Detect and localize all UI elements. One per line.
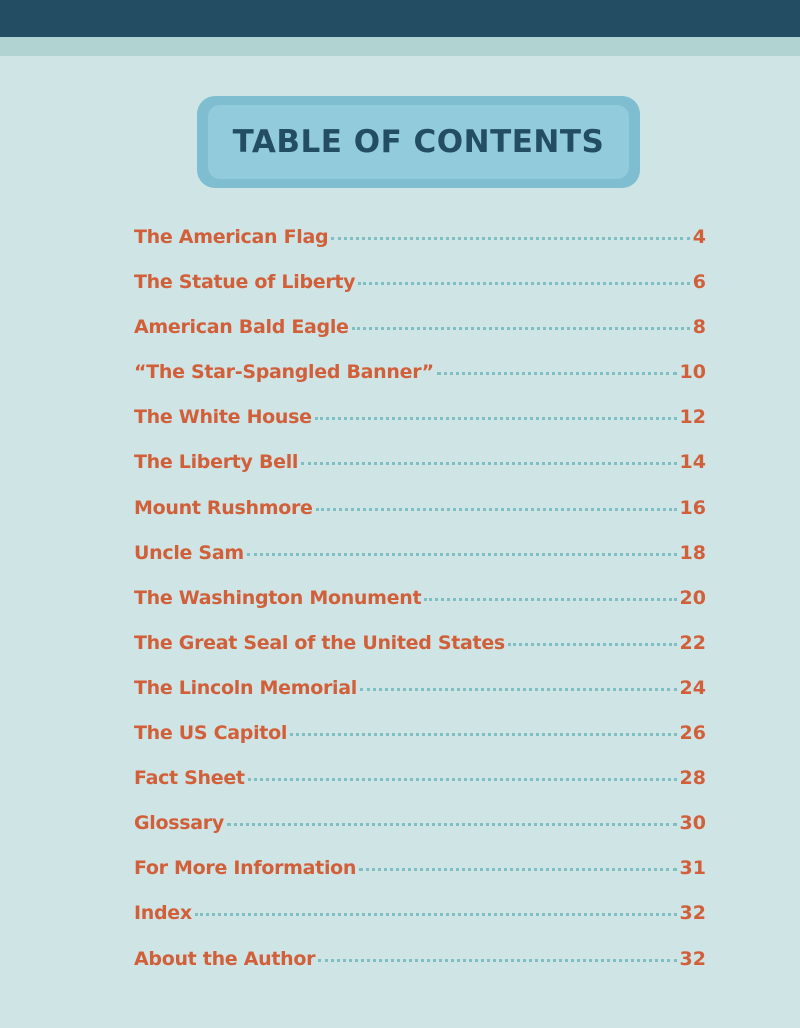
page-title: TABLE OF CONTENTS bbox=[232, 124, 605, 160]
toc-entry-label: The Great Seal of the United States bbox=[134, 631, 505, 654]
toc-entry-page: 30 bbox=[679, 812, 706, 835]
toc-entry-page: 14 bbox=[679, 451, 706, 474]
toc-entry-label: American Bald Eagle bbox=[134, 316, 349, 339]
toc-entry[interactable] bbox=[134, 357, 706, 402]
toc-entry-page: 10 bbox=[679, 361, 706, 384]
toc-entry-label: The White House bbox=[134, 406, 312, 429]
toc-entry-page: 20 bbox=[679, 586, 706, 609]
toc-entry[interactable] bbox=[134, 538, 706, 583]
toc-entry-page: 28 bbox=[679, 767, 706, 790]
toc-entry-page: 32 bbox=[679, 902, 706, 925]
leader-dots bbox=[248, 778, 677, 781]
toc-entry-label: Glossary bbox=[134, 812, 224, 835]
toc-entry[interactable] bbox=[134, 718, 706, 763]
toc-entry-page: 26 bbox=[679, 722, 706, 745]
leader-dots bbox=[437, 372, 677, 375]
leader-dots bbox=[301, 462, 676, 465]
leader-dots bbox=[247, 553, 677, 556]
leader-dots bbox=[195, 913, 677, 916]
toc-entry[interactable] bbox=[134, 763, 706, 808]
toc-entry[interactable] bbox=[134, 312, 706, 357]
toc-entry[interactable] bbox=[134, 267, 706, 312]
toc-entry[interactable] bbox=[134, 493, 706, 538]
leader-dots bbox=[359, 868, 676, 871]
toc-entry[interactable] bbox=[134, 673, 706, 718]
leader-dots bbox=[315, 417, 677, 420]
toc-entry-page: 31 bbox=[679, 857, 706, 880]
toc-entry-page: 22 bbox=[679, 631, 706, 654]
leader-dots bbox=[352, 327, 690, 330]
leader-dots bbox=[360, 688, 677, 691]
toc-entry-label: Index bbox=[134, 902, 192, 925]
toc-entry-label: “The Star-Spangled Banner” bbox=[134, 361, 434, 384]
toc-entry-label: The Lincoln Memorial bbox=[134, 676, 357, 699]
toc-entry-label: For More Information bbox=[134, 857, 357, 880]
toc-entry-page: 32 bbox=[679, 947, 706, 970]
toc-entry[interactable] bbox=[134, 583, 706, 628]
leader-dots bbox=[331, 237, 689, 240]
toc-entry-page: 18 bbox=[679, 541, 706, 564]
toc-entry-page: 12 bbox=[679, 406, 706, 429]
toc-entry-label: About the Author bbox=[134, 947, 316, 970]
toc-entry-label: The Statue of Liberty bbox=[134, 271, 356, 294]
toc-entry-page: 4 bbox=[692, 226, 706, 248]
toc-entry-page: 16 bbox=[679, 496, 706, 519]
toc-entry[interactable] bbox=[134, 853, 706, 898]
toc-entry-label: Fact Sheet bbox=[134, 767, 245, 790]
table-of-contents bbox=[134, 222, 706, 989]
toc-entry-label: The American Flag bbox=[134, 226, 329, 248]
title-banner bbox=[197, 96, 640, 188]
toc-entry-page: 6 bbox=[692, 271, 706, 294]
header-stripe bbox=[0, 37, 800, 56]
header-bar bbox=[0, 0, 800, 37]
toc-entry[interactable] bbox=[134, 402, 706, 447]
title-banner-inner bbox=[208, 105, 629, 179]
toc-entry[interactable] bbox=[134, 222, 706, 267]
toc-entry[interactable] bbox=[134, 898, 706, 943]
toc-entry-label: The US Capitol bbox=[134, 722, 288, 745]
leader-dots bbox=[316, 508, 677, 511]
toc-entry-page: 8 bbox=[692, 316, 706, 339]
toc-entry[interactable] bbox=[134, 628, 706, 673]
toc-entry-label: The Washington Monument bbox=[134, 586, 422, 609]
leader-dots bbox=[290, 733, 677, 736]
toc-entry[interactable] bbox=[134, 447, 706, 492]
toc-entry[interactable] bbox=[134, 944, 706, 989]
toc-entry-label: The Liberty Bell bbox=[134, 451, 299, 474]
toc-entry-label: Mount Rushmore bbox=[134, 496, 313, 519]
leader-dots bbox=[318, 959, 676, 962]
leader-dots bbox=[508, 643, 677, 646]
leader-dots bbox=[358, 282, 690, 285]
leader-dots bbox=[424, 598, 676, 601]
toc-entry[interactable] bbox=[134, 808, 706, 853]
leader-dots bbox=[227, 823, 677, 826]
toc-entry-page: 24 bbox=[679, 676, 706, 699]
toc-entry-label: Uncle Sam bbox=[134, 541, 244, 564]
